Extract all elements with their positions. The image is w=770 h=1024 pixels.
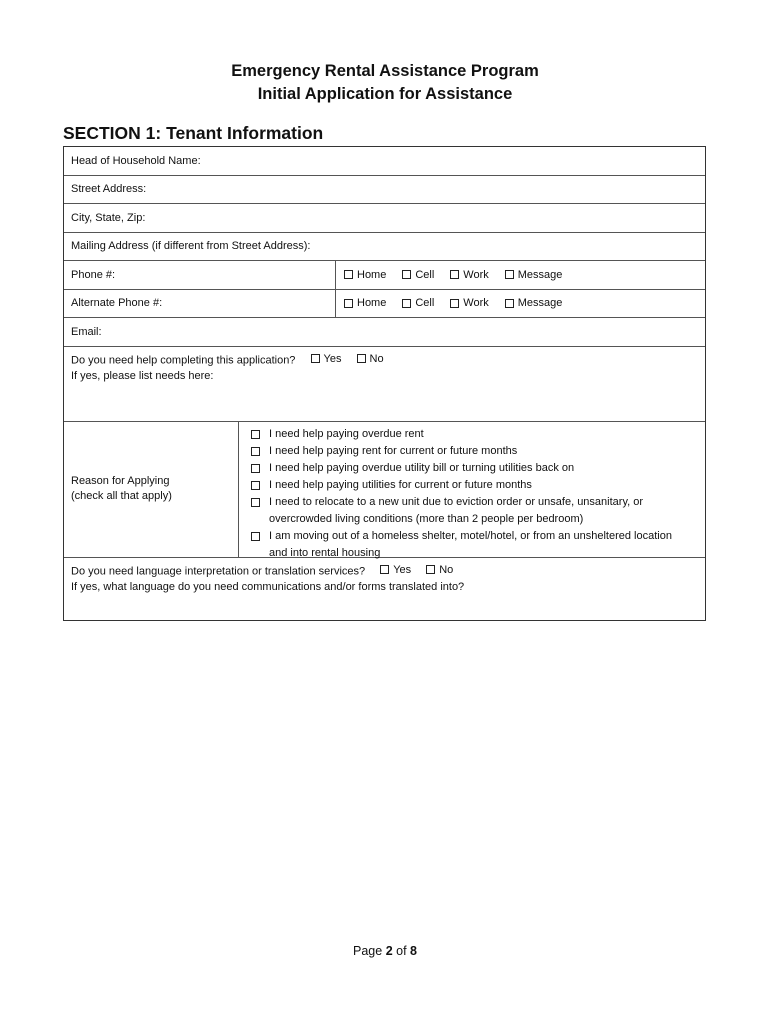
checkbox-icon[interactable] — [251, 498, 260, 507]
phone-message-option[interactable]: Message — [505, 269, 563, 281]
help-no-option[interactable]: No — [357, 351, 384, 367]
reason-options-list — [239, 422, 705, 557]
head-of-household-row[interactable] — [64, 147, 705, 176]
alt-phone-work-option[interactable]: Work — [450, 297, 488, 309]
checkbox-icon[interactable] — [251, 481, 260, 490]
alt-phone-cell-option[interactable]: Cell — [402, 297, 434, 309]
reason-homeless[interactable]: I am moving out of a homeless shelter, motel/hotel, or from an unsheltered location and into rental housing — [251, 528, 698, 562]
language-services-row — [64, 558, 705, 620]
language-services-followup: If yes, what language do you need communications and/or forms translated into? — [71, 581, 465, 593]
page-number: Page 2 of 8 — [353, 944, 417, 958]
checkbox-icon[interactable] — [505, 299, 514, 308]
application-help-block[interactable] — [64, 347, 391, 421]
reason-overdue-rent[interactable]: I need help paying overdue rent — [251, 426, 698, 443]
alternate-phone-type-options — [336, 290, 578, 318]
language-no-option[interactable]: No — [426, 562, 453, 578]
city-state-zip-label: City, State, Zip: — [71, 211, 146, 224]
mailing-address-row[interactable] — [64, 233, 705, 262]
document-subtitle: Initial Application for Assistance — [257, 85, 513, 103]
application-help-row — [64, 347, 705, 422]
email-label: Email: — [71, 325, 102, 338]
reason-for-applying-label: Reason for Applying (check all that apply) — [64, 422, 239, 557]
checkbox-icon[interactable] — [450, 299, 459, 308]
city-state-zip-row[interactable] — [64, 204, 705, 233]
help-yes-option[interactable]: Yes — [311, 351, 342, 367]
tenant-information-form — [63, 146, 706, 621]
reason-future-utilities[interactable]: I need help paying utilities for current or future months — [251, 477, 698, 494]
checkbox-icon[interactable] — [344, 299, 353, 308]
reason-overdue-utility[interactable]: I need help paying overdue utility bill or turning utilities back on — [251, 460, 698, 477]
checkbox-icon[interactable] — [251, 447, 260, 456]
document-title-block — [0, 60, 770, 106]
checkbox-icon[interactable] — [251, 464, 260, 473]
reason-future-rent[interactable]: I need help paying rent for current or future months — [251, 443, 698, 460]
checkbox-icon[interactable] — [357, 354, 366, 363]
checkbox-icon[interactable] — [426, 565, 435, 574]
document-title: Emergency Rental Assistance Program — [231, 62, 539, 80]
phone-home-option[interactable]: Home — [344, 269, 386, 281]
alt-phone-message-option[interactable]: Message — [505, 297, 563, 309]
checkbox-icon[interactable] — [344, 270, 353, 279]
head-of-household-label: Head of Household Name: — [71, 154, 201, 167]
phone-work-option[interactable]: Work — [450, 269, 488, 281]
checkbox-icon[interactable] — [402, 270, 411, 279]
checkbox-icon[interactable] — [251, 532, 260, 541]
phone-type-options — [336, 261, 578, 289]
phone-cell-option[interactable]: Cell — [402, 269, 434, 281]
mailing-address-label: Mailing Address (if different from Street Address): — [71, 240, 311, 253]
alternate-phone-label[interactable]: Alternate Phone #: — [64, 290, 336, 318]
section-heading: SECTION 1: Tenant Information — [63, 123, 324, 143]
language-services-question: Do you need language interpretation or translation services? — [71, 565, 366, 577]
checkbox-icon[interactable] — [402, 299, 411, 308]
phone-row — [64, 261, 705, 290]
checkbox-icon[interactable] — [505, 270, 514, 279]
checkbox-icon[interactable] — [380, 565, 389, 574]
reason-relocate[interactable]: I need to relocate to a new unit due to eviction order or unsafe, unsanitary, or overcrowded living conditions (more than 2 people per bedroom) — [251, 494, 698, 528]
checkbox-icon[interactable] — [450, 270, 459, 279]
email-row[interactable] — [64, 318, 705, 347]
street-address-row[interactable] — [64, 176, 705, 205]
alt-phone-home-option[interactable]: Home — [344, 297, 386, 309]
application-help-followup: If yes, please list needs here: — [71, 370, 214, 382]
checkbox-icon[interactable] — [251, 430, 260, 439]
street-address-label: Street Address: — [71, 183, 147, 196]
application-help-question: Do you need help completing this application? — [71, 354, 296, 366]
reason-for-applying-row — [64, 422, 705, 558]
checkbox-icon[interactable] — [311, 354, 320, 363]
alternate-phone-row — [64, 290, 705, 319]
language-yes-option[interactable]: Yes — [380, 562, 411, 578]
phone-label[interactable]: Phone #: — [64, 261, 336, 289]
language-services-block[interactable] — [64, 558, 471, 620]
